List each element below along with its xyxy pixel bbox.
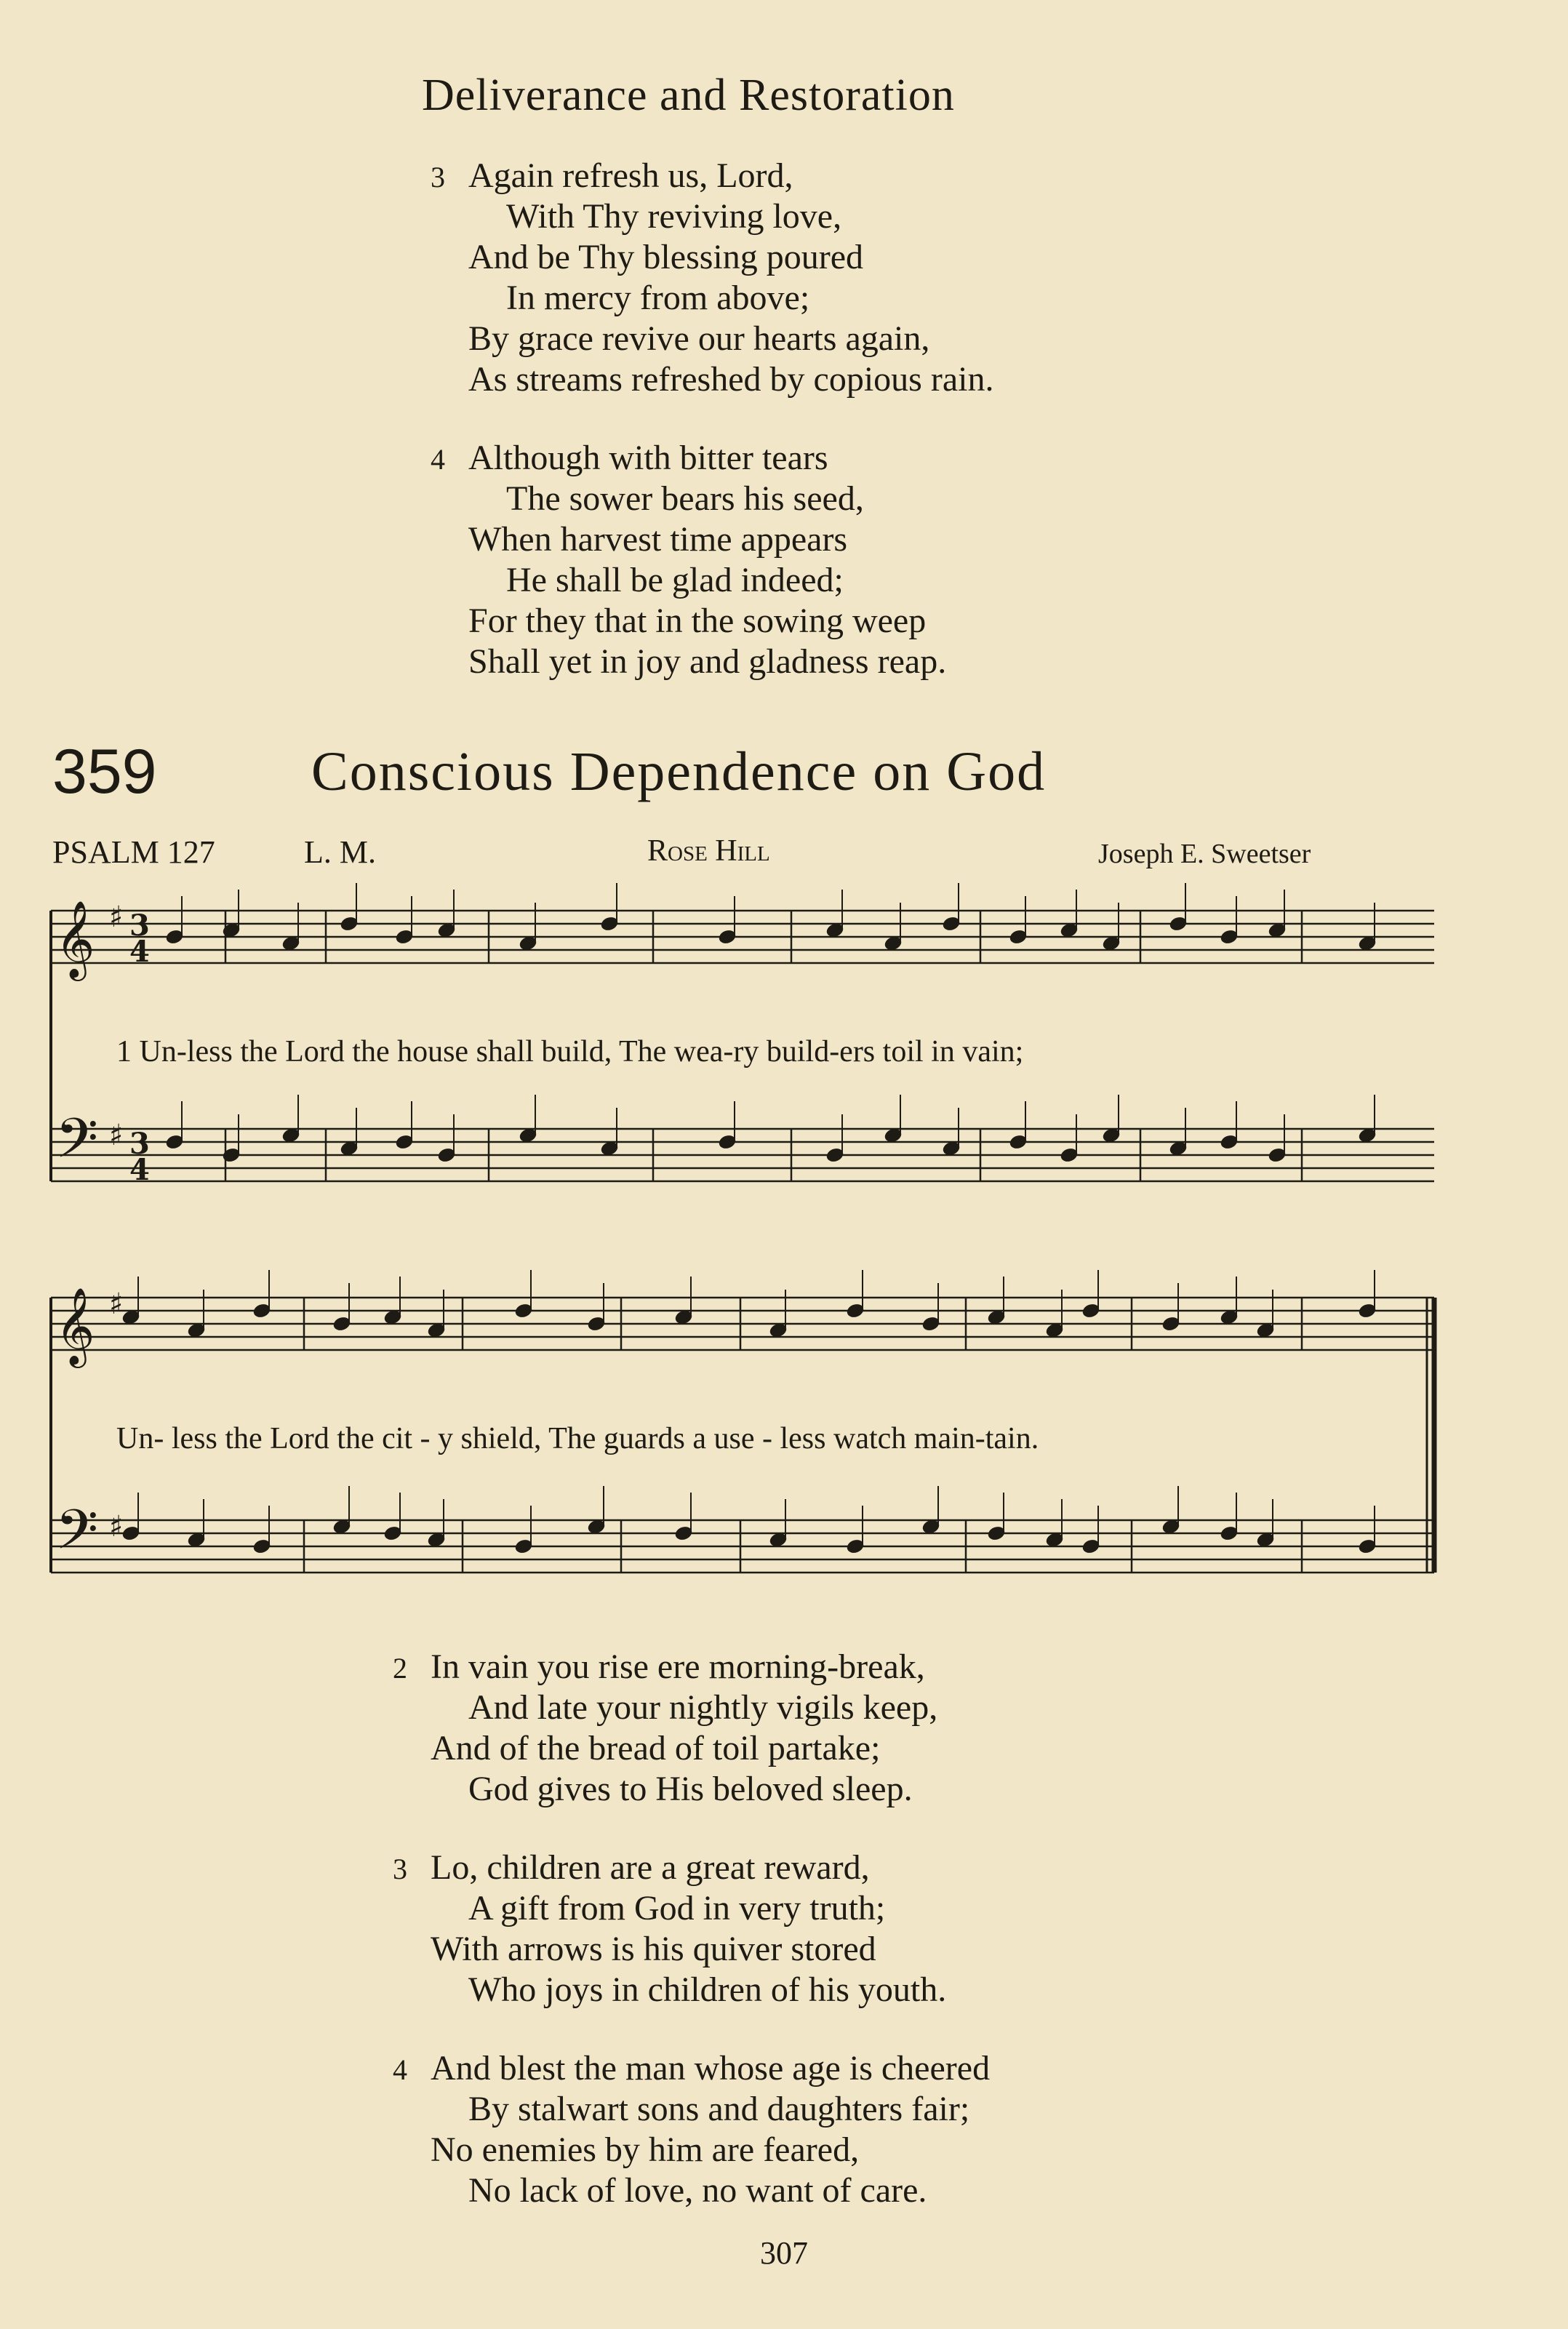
verse-line: And of the bread of toil partake; xyxy=(431,1729,881,1767)
time-signature: 4 xyxy=(129,935,150,969)
time-signature: 3 xyxy=(129,1127,150,1161)
verse-line: Who joys in children of his youth. xyxy=(468,1970,947,2009)
verse-line: With Thy reviving love, xyxy=(506,197,842,236)
hymn-number: 359 xyxy=(52,737,157,807)
time-signature: 4 xyxy=(129,1153,150,1187)
lyrics-line-1: 1 Un-less the Lord the house shall build, The wea-ry build-ers toil in vain; xyxy=(116,1035,1024,1068)
verse-line: By stalwart sons and daughters fair; xyxy=(468,2090,970,2128)
verse-line: With arrows is his quiver stored xyxy=(431,1930,876,1968)
verse-number: 4 xyxy=(431,443,445,476)
page-number: 307 xyxy=(760,2235,808,2271)
verse-text: In vain you rise ere morning-break, xyxy=(431,1647,925,1686)
verse-line xyxy=(393,1847,946,1888)
verse-line: Shall yet in joy and gladness reap. xyxy=(468,642,947,681)
time-signature: 3 xyxy=(129,908,150,943)
hymn-verse-3 xyxy=(393,1847,946,2010)
verse-line: For they that in the sowing weep xyxy=(468,602,927,640)
verse-line: The sower bears his seed, xyxy=(506,479,864,518)
sharp-key-signature: ♯ xyxy=(109,1287,124,1321)
verse-line xyxy=(393,2048,990,2089)
verse-line: In mercy from above; xyxy=(506,279,810,317)
verse-number: 4 xyxy=(393,2053,407,2086)
bass-clef: 𝄢 xyxy=(55,1498,99,1575)
verse-line xyxy=(393,1647,937,1687)
verse-number: 2 xyxy=(393,1652,407,1685)
verse-number: 3 xyxy=(431,161,445,193)
treble-clef: 𝄞 xyxy=(55,900,95,978)
section-title: Deliverance and Restoration xyxy=(422,71,955,120)
sharp-key-signature: ♯ xyxy=(109,1119,124,1152)
composer: Joseph E. Sweetser xyxy=(1098,839,1311,869)
sharp-key-signature: ♯ xyxy=(109,900,124,934)
sharp-key-signature: ♯ xyxy=(109,1510,124,1543)
verse-line: And late your nightly vigils keep, xyxy=(468,1688,938,1727)
verse-text: Again refresh us, Lord, xyxy=(468,156,793,195)
hymn-verse-2 xyxy=(393,1647,937,1810)
verse-line: No lack of love, no want of care. xyxy=(468,2171,927,2210)
meter: L. M. xyxy=(304,834,376,870)
verse-line: No enemies by him are feared, xyxy=(431,2130,860,2169)
psalm-reference: PSALM 127 xyxy=(52,834,215,870)
verse-line: A gift from God in very truth; xyxy=(468,1889,886,1927)
verse-line: When harvest time appears xyxy=(468,520,848,559)
verse-number: 3 xyxy=(393,1853,407,1885)
verse-text: Lo, children are a great reward, xyxy=(431,1848,870,1887)
verse-line: God gives to His beloved sleep. xyxy=(468,1770,913,1808)
verse-line: He shall be glad indeed; xyxy=(506,561,844,599)
verse-line: And be Thy blessing poured xyxy=(468,238,864,276)
verse-text: Although with bitter tears xyxy=(468,439,828,477)
verse-text: And blest the man whose age is cheered xyxy=(431,2049,991,2088)
hymn-verse-4 xyxy=(393,2048,990,2211)
verse-line: By grace revive our hearts again, xyxy=(468,319,930,358)
lyrics-line-2: Un- less the Lord the cit - y shield, The guards a use - less watch main-tain. xyxy=(116,1422,1039,1455)
bass-clef: 𝄢 xyxy=(55,1106,99,1184)
hymn-title: Conscious Dependence on God xyxy=(311,741,1047,802)
tune-name: Rose Hill xyxy=(647,834,770,868)
verse-line: As streams refreshed by copious rain. xyxy=(468,360,994,399)
treble-clef: 𝄞 xyxy=(55,1287,95,1365)
